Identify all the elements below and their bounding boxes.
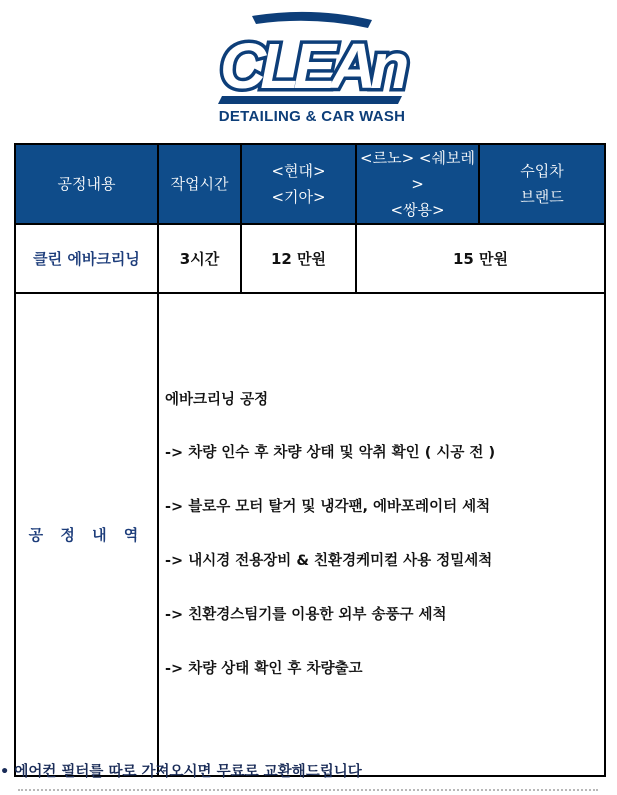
dotted-divider xyxy=(18,789,598,793)
header-process-label: 공정내용 xyxy=(57,175,116,193)
service-row xyxy=(15,224,605,293)
process-label: 공 정 내 역 xyxy=(15,293,158,776)
header-work-time-label: 작업시간 xyxy=(170,175,229,193)
process-step: -> 친환경스팀기를 이용한 외부 송풍구 세척 xyxy=(165,607,447,623)
header-process xyxy=(15,144,158,224)
price-domestic: 12 만원 xyxy=(241,224,356,293)
header-kia-label: <기아> xyxy=(271,188,326,206)
clean-logo xyxy=(212,8,412,132)
steps-title: 에바크리닝 공정 xyxy=(165,392,269,408)
header-renault-label: <르노> <쉐보레> xyxy=(360,149,475,193)
filter-note: • 에어컨 필터를 따로 가져오시면 무료로 교환해드립니다 xyxy=(0,764,362,780)
process-steps xyxy=(158,293,605,776)
header-hyundai-kia xyxy=(241,144,356,224)
process-row xyxy=(15,293,605,776)
service-time: 3시간 xyxy=(158,224,241,293)
service-name: 클린 에바크리닝 xyxy=(15,224,158,293)
header-hyundai-label: <현대> xyxy=(271,162,326,180)
logo-graphic xyxy=(212,8,412,108)
process-step: -> 블로우 모터 탈거 및 냉각팬, 에바포레이터 세척 xyxy=(165,499,491,515)
logo-tagline: DETAILING & CAR WASH xyxy=(218,108,406,125)
process-step: -> 내시경 전용장비 & 친환경케미컬 사용 정밀세척 xyxy=(165,553,493,569)
pricing-table xyxy=(14,143,606,777)
price-other: 15 만원 xyxy=(356,224,605,293)
header-import-brand xyxy=(479,144,605,224)
logo-arc xyxy=(252,12,372,28)
header-row xyxy=(15,144,605,224)
header-brand-label: 브랜드 xyxy=(520,188,564,206)
process-step: -> 차량 상태 확인 후 차량출고 xyxy=(165,661,363,677)
header-work-time xyxy=(158,144,241,224)
header-ssangyong-label: <쌍용> xyxy=(390,201,445,219)
process-step: -> 차량 인수 후 차량 상태 및 악취 확인 ( 시공 전 ) xyxy=(165,445,496,461)
header-import-label: 수입차 xyxy=(520,162,564,180)
logo-word: CLEAn xyxy=(220,30,404,102)
header-renault-chevrolet-ssangyong xyxy=(356,144,479,224)
